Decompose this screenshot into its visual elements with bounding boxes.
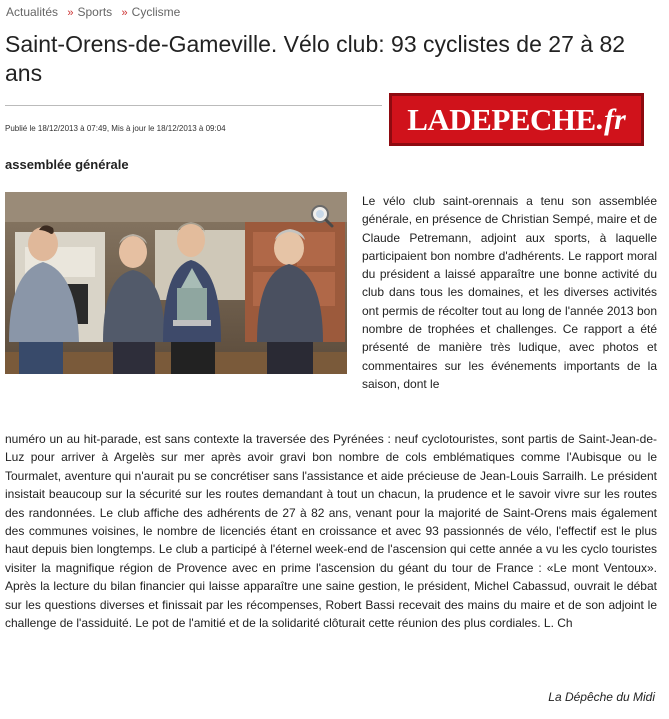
section-heading: assemblée générale — [5, 157, 129, 172]
magnifier-icon[interactable] — [310, 204, 334, 228]
publication-date: Publié le 18/12/2013 à 07:49, Mis à jour le 18/12/2013 à 09:04 — [5, 124, 226, 133]
breadcrumb-separator: » — [67, 7, 74, 19]
breadcrumb-item-actualites[interactable]: Actualités — [6, 5, 59, 19]
breadcrumb-item-sports[interactable]: Sports — [77, 5, 113, 19]
breadcrumb-item-cyclisme[interactable]: Cyclisme — [131, 5, 181, 19]
breadcrumb-separator: » — [121, 7, 128, 19]
ladepeche-logo[interactable] — [389, 93, 644, 146]
article-body-continued: numéro un au hit-parade, est sans contexte la traversée des Pyrénées : neuf cyclotouristes, sont partis de Saint-Jean-de-Luz pour arriver à Argelès sur mer après avoir gravi bon nombre de cols emblématiques comme l'Aubisque ou le Tourmalet, aventure qui n'aurait pu se concrétiser sans l'assistance et aide précieuse de Jean-Louis Sarrailh. Le président insistait beaucoup sur la sécurité sur les routes demandant à tout un chacun, la prudence et le savoir vivre sur les routes des randonnées. Le club affiche des adhérents de 27 à 82 ans, venant pour la majorité de Saint-Orens mais également des communes voisines, le nombre de licenciés étant en croissance et avec 93 passionnés de vélo, l'effectif est le plus haut depuis bien longtemps. Le club a participé à l'éternel week-end de l'ascension qui cette année a vu les cyclo touristes visiter la magnifique région de Provence avec en prime l'ascension du géant du tour de France : «Le mont Ventoux». Après la lecture du bilan financier qui laisse apparaître une saine gestion, le président, Michel Cabassud, ouvrait le débat sur les questions diverses et finissait par les récompenses, Robert Bassi recevait des mains du maire et de son adjoint le challenge de l'assiduité. Le pot de l'amitié et de la solidarité clôturait cette réunion des plus cordiales. L. Ch — [5, 432, 657, 631]
breadcrumb — [6, 5, 180, 19]
article-body-intro: Le vélo club saint-orennais a tenu son assemblée générale, en présence de Christian Sempé, maire et de Claude Petremann, adjoint aux sports, à laquelle participaient bon nombre d'adhérents. Le rapport moral du président a laissé apparaître une bonne activité du club dans tous les domaines, et les diverses activités ont permis de récolter tout au long de l'année 2013 bon nombre de trophées et challenges. Ce rapport a été présenté de manière très ludique, avec photos et commentaires sur les événements importants de la saison, dont le — [362, 194, 657, 391]
title-divider — [5, 105, 382, 106]
logo-suffix: .fr — [596, 102, 626, 136]
article-source: La Dépêche du Midi — [548, 690, 655, 704]
logo-wordmark: LADEPECHE — [407, 101, 596, 137]
article-photo[interactable] — [5, 192, 347, 374]
article-title: Saint-Orens-de-Gameville. Vélo club: 93 cyclistes de 27 à 82 ans — [5, 31, 626, 86]
